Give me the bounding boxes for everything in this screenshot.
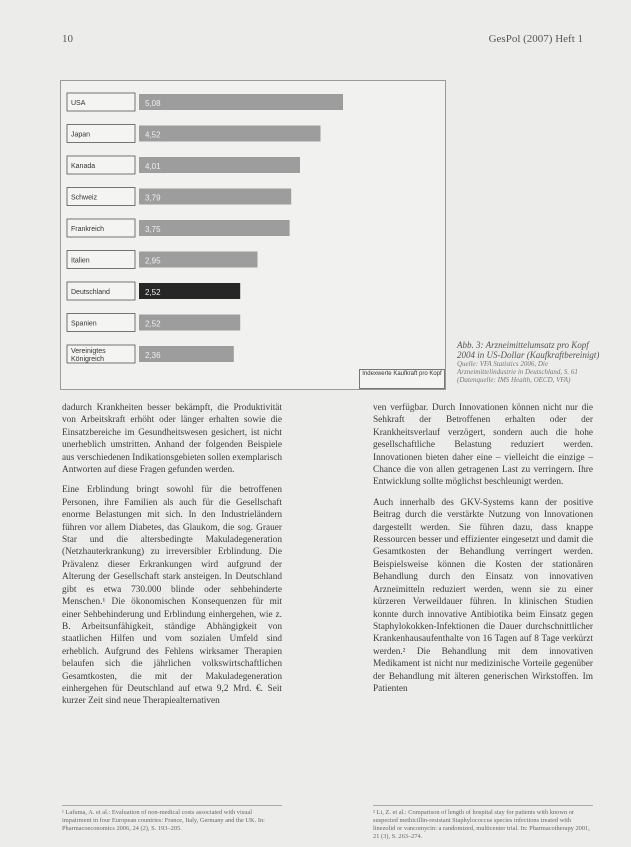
right-paragraph-1: ven verfügbar. Durch Innovationen können nicht nur die Sehkraft der Betroffenen erhalten oder der Krankheitsverlauf verzögert, sondern auch die hohe gesellschaftliche Belastung reduziert werden. Innovationen bieten daher eine – vielleicht die einzige – Chance die von allen getragenen Last zu verringern. Ihre Entwicklung sollte möglichst beschleunigt werden. [373,403,593,488]
caption-source: Quelle: VFA Statistics 2006, Die Arzneimittelindustrie in Deutschland, S. 61 (Datenquelle: IMS Health, OECD, VFA) [457,360,578,384]
category-label: Italien [71,257,90,265]
category-label: Schweiz [71,194,98,202]
bar-value-label: 3,79 [145,193,161,203]
bar-value-label: 2,52 [145,319,161,329]
bar [139,126,321,142]
category-label: Vereinigtes Königreich [71,348,106,363]
left-paragraph-2: Eine Erblindung bringt sowohl für die betroffenen Personen, ihre Familien als auch für die Gesellschaft enorme Belastungen mit sich. In den Industrieländern führen vor allem Diabetes, das Glaukom, die sog. Grauer Star und die altersbedingte Makuladegeneration (Netzhauterkrankung) zu irreversibler Erblindung. Die Prävalenz dieser Erkrankungen wird aufgrund der Alterung der Gesellschaft stark ansteigen. In Deutschland gibt es etwa 730.000 blinde oder sehbehinderte Menschen.¹ Die ökonomischen Konsequenzen für mit einer Sehbehinderung und Erblindung einhergehen, wie z. B. Arbeitsunfähigkeit, ständige Abhängigkeit von staatlichen Hilfen und vom sozialen Umfeld sind erheblich. Aufgrund des Fehlens wirksamer Therapien belaufen sich die jährlichen volkswirtschaftlichen Gesamtkosten, die mit der Makuladegeneration einhergehen für Deutschland auf etwa 9,2 Mrd. €. Seit kurzer Zeit sind neue Therapiealternativen [62,485,282,707]
journal-header: GesPol (2007) Heft 1 [488,33,583,45]
figure-caption [457,340,607,384]
bar [139,157,300,173]
left-paragraph-1: dadurch Krankheiten besser bekämpft, die Produktivität von Arbeitskraft erhöht oder länger erhalten sowie die Einsatzbereiche im Gesundheitswesen gesichert, ist nicht unerheblich umstritten. Anhand der folgenden Beispiele aus verschiedenen Indikationsgebieten sollen exemplarisch Antworten auf diese Fragen gefunden werden. [62,403,282,476]
page-number: 10 [62,33,73,45]
footnote-right: ² Li, Z. et al.: Comparison of length of hospital stay for patients with known or suspected methicillin-resistant Staphylococcus species infections treated with linezolid or vancomycin: a randomized, multicenter trial. In: Pharmacotherapy 2001, 21 (3), S. 263–274. [373,805,593,841]
category-label: Frankreich [71,226,105,233]
bar [139,189,291,205]
category-label: Kanada [71,163,96,170]
bar [139,94,343,110]
right-column [373,402,593,703]
bar-value-label: 2,95 [145,256,161,266]
bar-chart [60,80,446,390]
category-label: USA [71,100,86,107]
bar-value-label: 2,36 [145,351,161,360]
right-paragraph-2: Auch innerhalb des GKV-Systems kann der positive Beitrag durch die verstärkte Nutzung von Innovationen dargestellt werden. Sie führen dazu, dass knappe Ressourcen besser und effizienter eingesetzt und damit die Gesamtkosten der Behandlung verringert werden. Beispielsweise können die Kosten der stationären Behandlung durch den Einsatz von innovativen Arzneimitteln reduziert werden, wenn sie zu einer kürzeren Verweildauer führen. In klinischen Studien konnte durch innovative Antibiotika beim Einsatz gegen Staphylokokken-Infektionen die Dauer durchschnittlicher Krankenhausaufenthalte von 16 Tagen auf 8 Tage verkürzt werden.² Die Behandlung mit dem innovativen Medikament ist nicht nur medizinische Vorteile gegenüber der Behandlung mit älteren generischen Wirkstoffen. Im Patienten [373,497,593,694]
bar-value-label: 4,52 [145,130,161,140]
footnote-left: ¹ Lafuma, A. et al.: Evaluation of non-medical costs associated with visual impairment in four European countries: France, Italy, Germany and the UK. In: Pharmacoeconomics 2006, 24 (2), S. 193–205. [62,805,282,833]
bar-value-label: 2,52 [145,288,161,297]
legend-text: Indexwerte Kaufkraft pro Kopf [362,371,442,377]
bar-chart-svg [61,81,445,389]
bar-value-label: 4,01 [145,162,161,171]
caption-title: Abb. 3: Arzneimittelumsatz pro Kopf 2004 in US-Dollar (Kaufkraftbereinigt) [457,340,600,360]
left-column [62,402,282,716]
bar [139,220,290,236]
bar-value-label: 3,75 [145,225,161,234]
category-label: Japan [71,131,91,139]
bar-value-label: 5,08 [145,99,161,108]
category-label: Spanien [71,320,97,328]
chart-legend [359,369,445,389]
category-label: Deutschland [71,289,110,296]
